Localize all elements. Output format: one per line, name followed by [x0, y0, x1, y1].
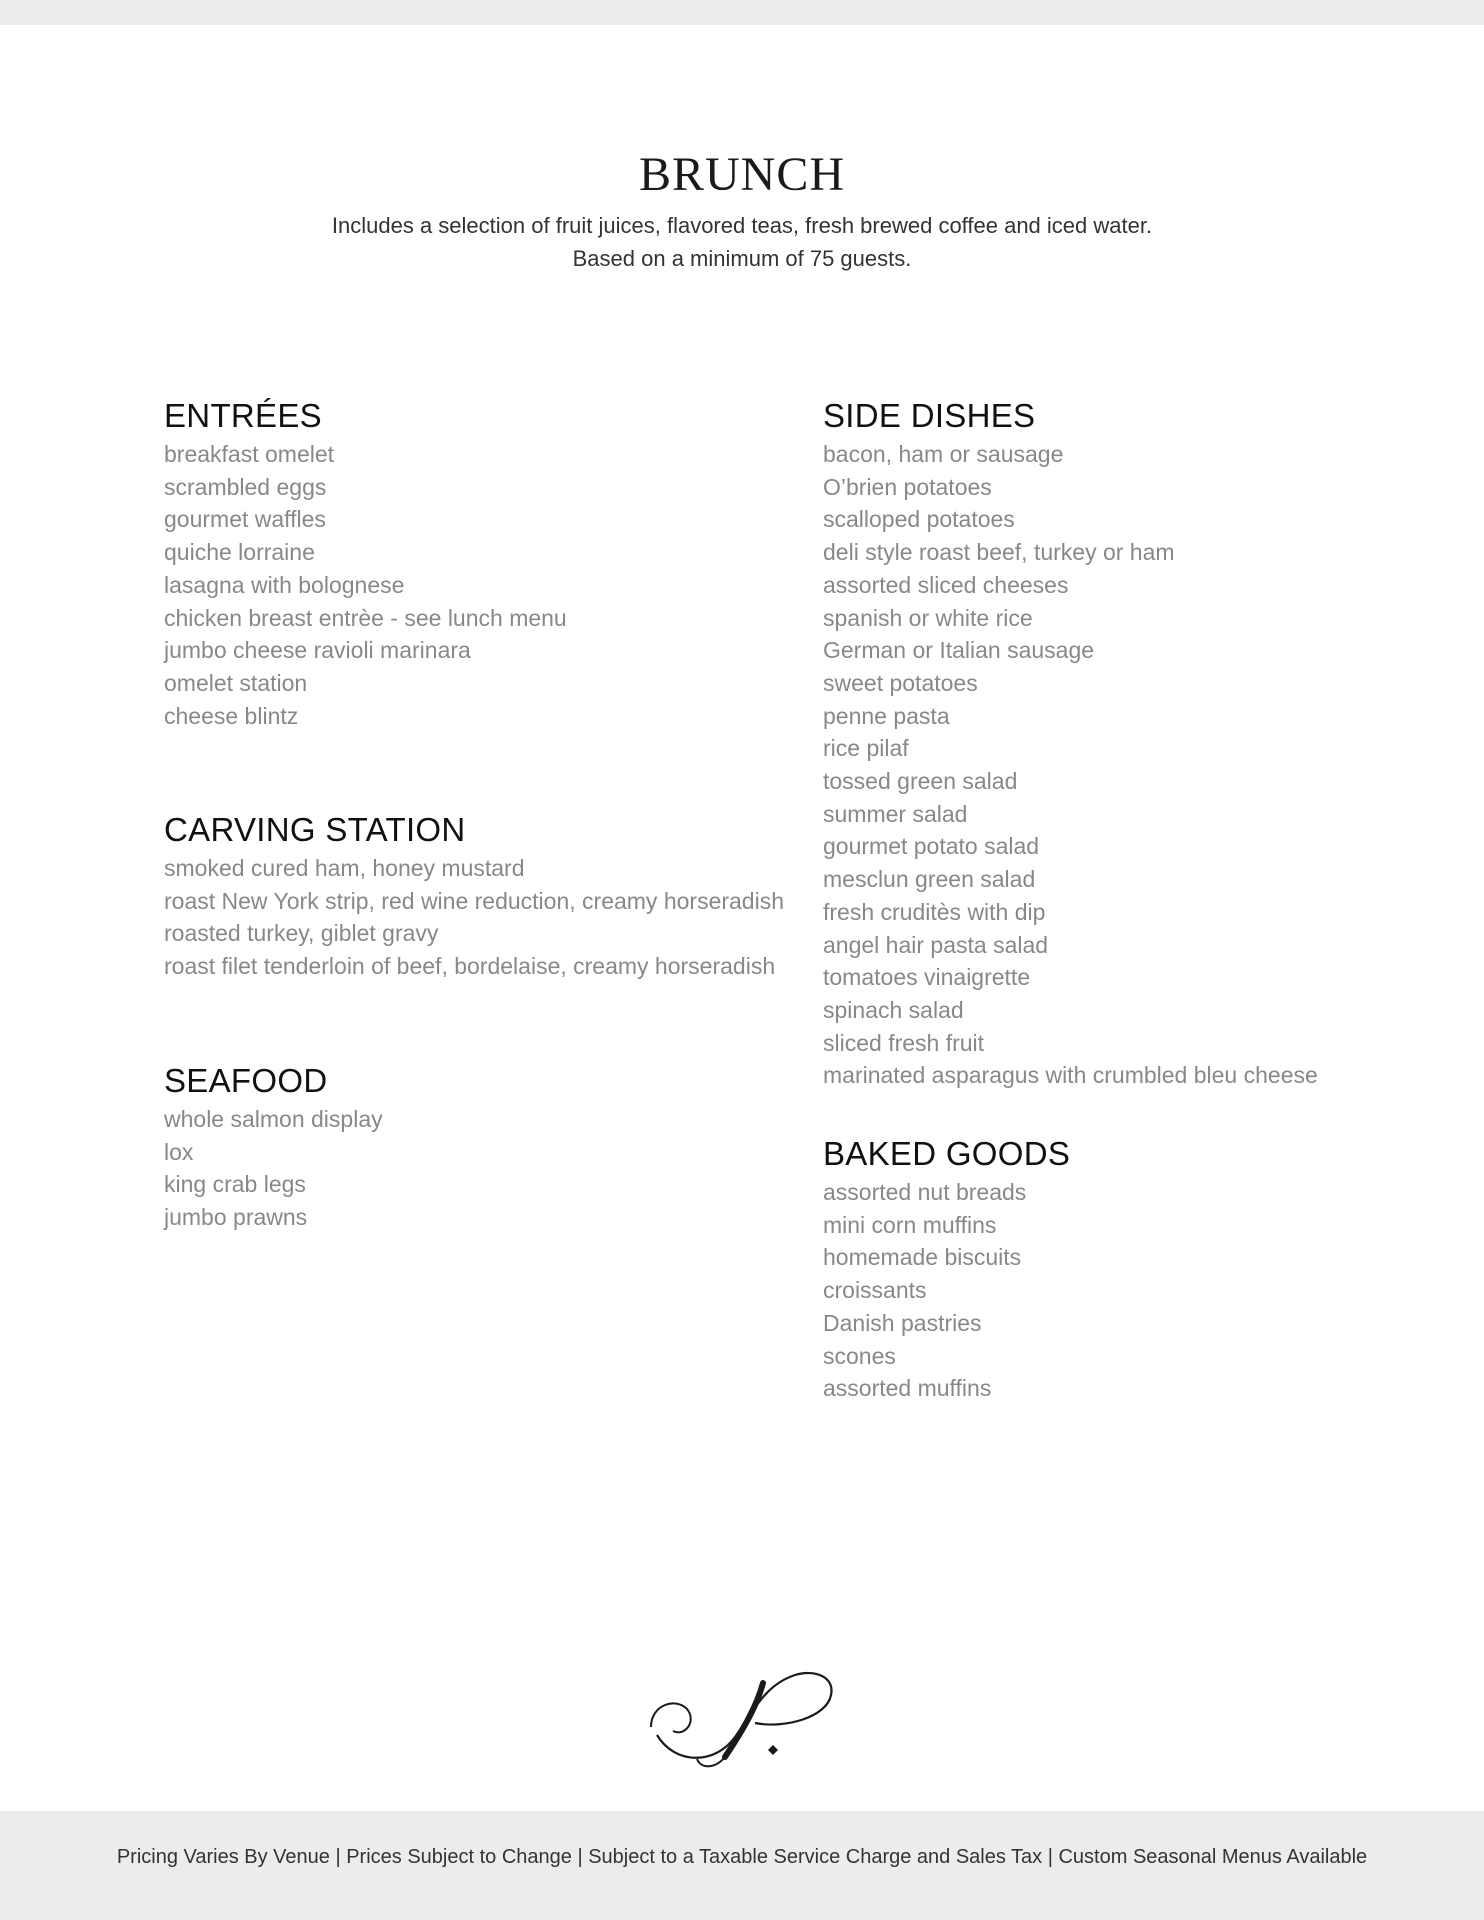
- menu-item: assorted nut breads: [823, 1179, 1027, 1205]
- section-side-dishes: [823, 394, 1463, 1092]
- menu-item: German or Italian sausage: [823, 637, 1095, 664]
- menu-item: deli style roast beef, turkey or ham: [823, 539, 1175, 566]
- menu-item: mini corn muffins: [823, 1211, 997, 1238]
- menu-header: [0, 145, 1484, 275]
- menu-item: homemade biscuits: [823, 1244, 1022, 1271]
- menu-item: gourmet waffles: [164, 506, 326, 533]
- menu-item: assorted muffins: [823, 1375, 992, 1402]
- menu-item: Danish pastries: [823, 1309, 982, 1336]
- menu-item: O’brien potatoes: [823, 473, 992, 500]
- seafood-list: [164, 1103, 804, 1234]
- menu-item: rice pilaf: [823, 735, 909, 762]
- menu-item: spanish or white rice: [823, 604, 1033, 631]
- page-title: BRUNCH: [638, 148, 846, 201]
- menu-item: scalloped potatoes: [823, 506, 1015, 533]
- section-baked-goods: [823, 1132, 1463, 1405]
- footer-disclaimer: Pricing Varies By Venue | Prices Subject to Change | Subject to a Taxable Service Charge and Sales Tax | Custom Seasonal Menus Available: [116, 1846, 1368, 1868]
- menu-item: smoked cured ham, honey mustard: [164, 855, 525, 881]
- section-entrees: [164, 394, 804, 732]
- menu-item: croissants: [823, 1277, 927, 1304]
- menu-item: tossed green salad: [823, 768, 1018, 795]
- section-seafood: [164, 1059, 804, 1234]
- menu-item: gourmet potato salad: [823, 833, 1040, 860]
- entrees-list: [164, 438, 804, 732]
- subtitle-line-2: Based on a minimum of 75 guests.: [572, 246, 912, 271]
- menu-item: roast filet tenderloin of beef, bordelaise, creamy horseradish: [164, 953, 776, 980]
- menu-item: roasted turkey, giblet gravy: [164, 920, 439, 947]
- section-heading: SEAFOOD: [164, 1062, 328, 1099]
- section-heading: BAKED GOODS: [823, 1135, 1071, 1172]
- menu-item: breakfast omelet: [164, 441, 335, 467]
- menu-item: sliced fresh fruit: [823, 1029, 985, 1056]
- side-dishes-list: [823, 438, 1463, 1092]
- menu-item: fresh cruditès with dip: [823, 898, 1046, 925]
- menu-item: roast New York strip, red wine reduction, creamy horseradish: [164, 887, 785, 914]
- menu-item: tomatoes vinaigrette: [823, 964, 1031, 991]
- menu-item: sweet potatoes: [823, 669, 978, 696]
- menu-item: summer salad: [823, 800, 968, 827]
- menu-item: whole salmon display: [164, 1106, 383, 1132]
- menu-item: jumbo prawns: [164, 1204, 308, 1231]
- menu-item: bacon, ham or sausage: [823, 441, 1064, 467]
- carving-list: [164, 852, 804, 983]
- menu-item: cheese blintz: [164, 702, 299, 729]
- menu-item: penne pasta: [823, 702, 950, 729]
- subtitle-line-1: Includes a selection of fruit juices, flavored teas, fresh brewed coffee and iced water.: [331, 213, 1153, 238]
- section-heading: SIDE DISHES: [823, 397, 1036, 434]
- menu-item: lasagna with bolognese: [164, 571, 405, 598]
- menu-item: omelet station: [164, 669, 308, 696]
- menu-item: angel hair pasta salad: [823, 931, 1049, 958]
- section-heading: CARVING STATION: [164, 811, 466, 848]
- menu-item: chicken breast entrèe - see lunch menu: [164, 604, 567, 631]
- section-heading: ENTRÉES: [164, 397, 322, 434]
- monogram-p-icon: [645, 1665, 845, 1775]
- section-carving-station: [164, 808, 804, 983]
- menu-item: king crab legs: [164, 1171, 306, 1198]
- menu-item: marinated asparagus with crumbled bleu cheese: [823, 1062, 1318, 1089]
- baked-goods-list: [823, 1176, 1463, 1405]
- menu-item: quiche lorraine: [164, 539, 315, 566]
- menu-item: mesclun green salad: [823, 866, 1036, 893]
- menu-item: scrambled eggs: [164, 473, 327, 500]
- menu-item: jumbo cheese ravioli marinara: [164, 637, 471, 664]
- menu-item: assorted sliced cheeses: [823, 571, 1069, 598]
- menu-item: spinach salad: [823, 996, 964, 1023]
- menu-item: lox: [164, 1138, 194, 1165]
- menu-item: scones: [823, 1342, 896, 1369]
- top-band: [0, 0, 1484, 25]
